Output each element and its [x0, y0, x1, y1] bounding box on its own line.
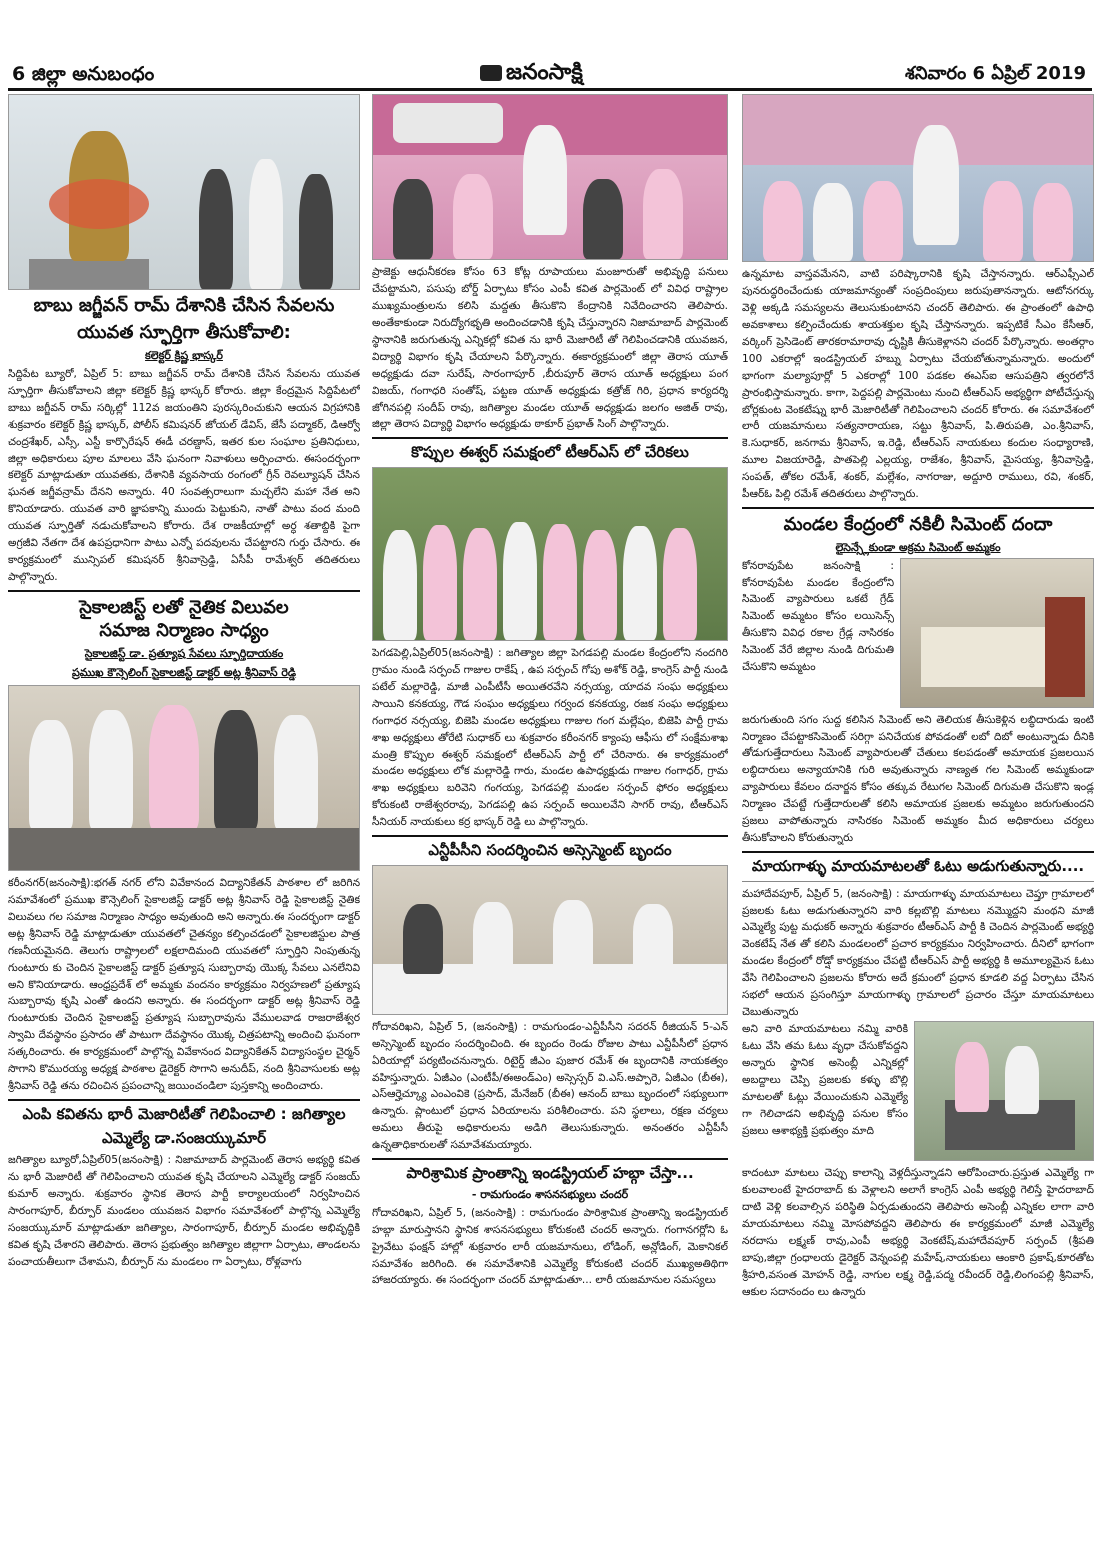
headline-line-2: ఎమ్మెల్యే డా.సంజయ్కుమార్ — [102, 1128, 266, 1147]
article-industrial-hub — [372, 1164, 728, 1289]
person-figure — [89, 710, 133, 830]
person-figure — [274, 715, 318, 830]
person-figure — [249, 159, 283, 289]
person-figure — [623, 526, 657, 640]
headline: ఎన్టీపీసీని సందర్శించిన అస్సెస్మెంట్ బృందం — [428, 841, 672, 860]
car-symbol-graphic — [393, 103, 503, 143]
article-koppula-eshwar-joinings — [372, 443, 728, 831]
person-figure — [763, 181, 803, 261]
article-body: కరీంనగర్(జనంసాక్షి):భగత్ నగర్ లోని వివేకానంద విద్యానికేతన్ పాఠశాల లో జరిగిన సమావేశంలో ప్రముఖ కౌన్సెలింగ్ సైకాలజిస్ట్ డాక్టర్ అట్ల శ్రీనివాస్ రెడ్డి సైకాలజిస్ట్ నైతిక విలువలు గల సమాజ నిర్మాణం సాధ్యం అవుతుంది అని అన్నారు.ఈ సందర్భంగా డాక్టర్ అట్ల శ్రీనివాస్ రెడ్డి మాట్లాడుతూ యువతలో చైతన్యం కల్పించడంలో సైకాలజిస్టుల పాత్ర గణనీయమైనది. తెలుగు రాష్ట్రాలలో లక్షలాదిమంది యువతలో స్ఫూర్తిని నింపుతున్న గుంటూరు కు చెందిన సైకాలజిస్ట్ డాక్టర్ ప్రత్యూష సుబ్బారావు యొక్క సేవలు ఎనలేనివి అని కొనియాడారు. ఆంధ్రప్రదేశ్ లో అమ్మకు వందనం కార్యక్రమం నిర్వహణలో ప్రత్యూష సుబ్బారావు కృషి ఎంతో ఉందని అన్నారు. ఈ సందర్భంగా డాక్టర్ అట్ల శ్రీనివాస్ రెడ్డి గుంటూరుకు చెందిన సైకాలజిస్ట్ ప్రత్యూష సుబ్బారావును వేములవాడ రాజరాజేశ్వర స్వామి దేవస్థానం ప్రసాదం తో పాటుగా దేవస్థానం యొక్క చిత్రపటాన్ని అందించి ఘనంగా సత్కరించారు. ఈ కార్యక్రమంలో పాల్గొన్న వివేకానంద విద్యానికేతన్ విద్యాసంస్థల చైర్మన్ సొగాని కొమురయ్య అధ్యక్ష పాఠశాల డైరెక్టర్ సొగాని అనుదీప్, నంది శ్రీనివాసులకు అట్ల శ్రీనివాస్ రెడ్డి తను రచించిన ప్రపంచాన్ని జయించండిలా పుస్తకాన్ని అందించారు. — [8, 876, 360, 1093]
column-rule — [372, 1158, 728, 1160]
cement-bags-photo — [900, 558, 1094, 708]
person-figure — [663, 528, 697, 640]
column-rule — [742, 851, 1094, 853]
person-figure — [583, 530, 617, 640]
article-body: ఉన్నమాట వాస్తవమేనని, వాటి పరిష్కారానికి కృషి చేస్తానన్నారు. ఆర్ఎఫ్సీఎల్ పునరుద్ధరించేందుకు యాజమాన్యంతో సంప్రదింపులు జరుపుతానన్నారు. ఆటోనగర్కు వెళ్లి అక్కడి సమస్యలను తెలుసుకుంటానని చందర్ తెలిపారు. ఈ ప్రాంతంలో ఉపాధి అవకాశాలు కల్పించేందుకు శాయశక్తుల కృషి చేస్తానన్నారు. ఇప్పటికే సీఎం కేసీఆర్, వర్కింగ్ ప్రెసిడెంట్ తారకరామారావు దృష్టికి తీసుకెళ్లానని చందర్ పేర్కొన్నారు. అంతర్గాం 100 ఎకరాల్లో ఇండస్ట్రియల్ హబ్ను ఏర్పాటు చేయబోతున్నామన్నారు. అందులో భాగంగా మల్యాపూర్లో 5 ఎకరాల్లో 100 పడకల ఈఎస్ఐ ఆసుపత్రిని త్వరలోనే ప్రారంభిస్తామన్నారు. కాగా, పెద్దపల్లి పార్లమెంటు నుంచి టీఆర్ఎస్ అభ్యర్థిగా పోటీచేస్తున్న బోర్లకుంట వెంకటేష్ను భారీ మెజారిటీతో గెలిపించాలని చందర్ కోరారు. ఈ సమావేశంలో లారీ యజమానులు సత్యనారాయణ, సట్టు శ్రీనివాస్, పి.తిరుపతి, ఎం.శ్రీనివాస్, కె.సుధాకర్, జనగామ శ్రీనివాస్, ఇ.రెడ్డి, టీఆర్ఎస్ నాయకులు కందుల సంధ్యారాణి, మూల విజయారెడ్డి, పాతపెల్లి ఎల్లయ్య, రాజేశం, శ్రీనివాస్, మైసయ్య, శ్రీనివాస్రెడ్డి, సంపత్, తోకల రమేశ్, శంకర్, మల్లేశం, నాగరాజు, అద్దూరి రాములు, రవి, శంకర్, పీఆర్ఓ పిల్లి రమేశ్ తదితరులు పాల్గొన్నారు. — [742, 268, 1094, 501]
column-2 — [372, 94, 728, 1554]
person-figure — [633, 904, 673, 974]
column-rule — [372, 437, 728, 439]
person-figure — [214, 710, 258, 830]
stage-meeting-photo — [742, 94, 1094, 262]
headline-line-1: సైకాలజిస్ట్ లతో నైతిక విలువల — [79, 597, 289, 619]
table-top — [9, 828, 359, 870]
article-body: జరుగుతుంది సగం సుద్ద కలిసిన సిమెంట్ అని తెలియక తీసుకెళ్లిన లబ్ధిదారుడు ఇంటి నిర్మాణం చేపట్టాకసిమెంట్ సరిగ్గా పనిచేయక పోవడంతో లబో దిబో అంటున్నాడు దీనికి తోడుగుత్తేదారులు సిమెంట్ వ్యాపారులతో చేతులు కలపడంతో అమాయక ప్రజలయిన లబ్ధిదారులు అన్యాయానికి గురి అవుతున్నారు నాణ్యత గల సిమెంట్ అమ్మకుండా వ్యాపారులు కేవలం దనార్జన కోసం తక్కువ రేటుగల సిమెంట్ దిగుమతి చేసుకొని ఇండ్ల నిర్మాణం చేపట్టే గుత్తేదారులతో కలిసి అమాయక ప్రజలకు అమ్మటం జరుగుతుందని ప్రజలు వాపోతున్నారు నాసిరకం సిమెంట్ అమ్మకం మీద అధికారులు చర్యలు తీసుకోవాలని కోరుతున్నారు — [742, 713, 1094, 845]
article-kavitha-continued — [372, 264, 728, 433]
page-label: 6 జిల్లా అనుబంధం — [12, 63, 155, 85]
speaker-figure — [523, 125, 567, 235]
column-rule — [8, 590, 360, 592]
person-figure — [453, 174, 493, 259]
youth-meeting-photo — [372, 94, 728, 260]
article-body: సిద్దిపేట బ్యూరో, ఏప్రిల్ 5: బాబు జగ్జీవన్ రామ్ దేశానికి చేసిన సేవలను యువత స్ఫూర్తిగా తీసుకోవాలని జిల్లా కలెక్టర్ క్రిష్ణ భాస్కర్ కోరారు. జిల్లా కేంద్రమైన సిద్దిపేటలో బాబు జగ్జీవన్ రామ్ సర్కిల్లో 112వ జయంతిని పురస్కరించుకుని ఆయన విగ్రహానికి శుక్రవారం కలెక్టర్ క్రిష్ణ భాస్కర్, పోలీస్ కమిషనర్ జోయల్ డేవిస్, జేసీ పద్మాకర్, డిఆర్వో చంద్రశేఖర్, ఎస్సీ, ఎస్టీ కార్పొరేషన్ ఈడీ చరణ్దాస్, ఇతర కుల సంఘాల ప్రతినిధులు, జిల్లా అధికారులు పూల మాలలు వేసి ఘనంగా నివాళులు అర్పించారు. ఈసందర్భంగా కలెక్టర్ మాట్లాడుతూ యువతకు, దేశానికి వ్యవసాయ రంగంలో గ్రీన్ రెవల్యూషన్ చేసిన ఘనత జగ్జీవన్రామ్ దేనని అన్నారు. 40 సంవత్సరాలుగా మచ్చలేని మహా నేత అని కొనియాడారు. యువత వారి జ్ఞాపకాన్ని ముందు పెట్టుకుని, నాతో పాటు వంద మంది యువత స్ఫూర్తితో నడుచుకోవాలని కోరారు. దేశ రాజకీయాల్లో అర్ధ శతాబ్దికి పైగా అగ్రజీవి నేతగా దేశ ఉపప్రధానిగా పాటు ఎన్నో పదవులను చేపట్టారని గుర్తు చేసారు. ఈ కార్యక్రమంలో మున్సిపల్ కమిషనర్ శ్రీనివాస్రెడ్డి, ఏసీపీ రామేశ్వర్ తదితరులు పాల్గొన్నారు. — [8, 367, 360, 584]
article-jagjivan-ram — [8, 294, 360, 586]
column-1 — [8, 94, 360, 1554]
headline: పారిశ్రామిక ప్రాంతాన్ని ఇండస్ట్రియల్ హబ్గా చేస్తా... — [406, 1164, 694, 1183]
person-figure — [955, 1042, 989, 1112]
person-figure — [643, 169, 683, 259]
person-figure — [1033, 183, 1073, 261]
headline: కొప్పుల ఈశ్వర్ సమక్షంలో టీఆర్ఎస్ లో చేరికలు — [411, 443, 689, 462]
byline: లైసెన్స్లేకుండా అక్రమ సిమెంట్ అమ్మకం — [835, 540, 1001, 554]
book-release-photo — [8, 685, 360, 871]
paper-logo — [480, 56, 583, 90]
paper-name: జనంసాక్షి — [506, 60, 583, 85]
masthead — [0, 0, 1100, 88]
article-body-end: కాదంటూ మాటలు చెప్పు కాలాన్ని వెళ్లదీస్తున్నాడని ఆరోపించారు.ప్రస్తుత ఎమ్మెల్యే గా కులవాలంటే హైదరాబాద్ కు వెళ్లాలని అలాగే కాంగ్రెస్ ఎంపీ అభ్యర్థి గెలిస్తే హైదరాబాద్ దాటి వెళ్లి కలవాల్సిన పరిస్థితి ఏర్పడుతుందని తెలిపారు అసెంబ్లీ ఎన్నికల లాగా వారి మాయమాటలు నమ్మి మోసపోవద్దని తెలిపారు ఈ కార్యక్రమంలో మాజీ ఎమ్మెల్యే నరదాసు లక్ష్మణ్ రావు,ఎంపీ అభ్యర్థి వెంకటేష్,మహాదేవపూర్ సర్పంచ్ (శ్రీపతి బాపు,జిల్లా గ్రంధాలయ డైరెక్టర్ వెన్నంపల్లి మహేష్,నాయకులు ఆంకారి ప్రకాష్,కూరతోట శ్రీహరి,వసంత మోహన్ రెడ్డి, నాగుల లక్ష్మ రెడ్డి,పద్మ రవీందర్ రెడ్డి,లింగంపల్లి శ్రీనివాస్, ఆకుల సదానందం లు ఉన్నారు — [742, 1167, 1094, 1298]
statue-garland-photo — [8, 94, 360, 290]
headline-rule — [742, 881, 1094, 882]
statue-base — [29, 259, 149, 289]
person-figure — [403, 904, 443, 974]
party-joining-photo — [372, 467, 728, 641]
speaker-figure — [913, 125, 959, 245]
person-figure — [1005, 1046, 1039, 1114]
article-industrial-hub-continued — [742, 266, 1094, 503]
article-lead: కోనరావుపేట జనంసాక్షి : కోనరావుపేట మండల కేంద్రంలోని సిమెంట్ వ్యాపారులు ఒకటే గ్రేడ్ సిమెంట్ అమ్మటం కోసం లయిసెన్స్ తీసుకొని వివిధ రకాల గ్రేడ్ల నాసిరకం సిమెంట్ వేరే జిల్లాల నుండి దిగుమతి చేసుకొని అమ్మటం — [742, 559, 894, 674]
paper-logo-icon — [480, 65, 502, 81]
person-figure — [583, 179, 623, 259]
subheading-2: ప్రముఖ కౌన్సెలింగ్ సైకాలజిస్ట్ డాక్టర్ అట్ల శ్రీనివాస్ రెడ్డి — [71, 665, 297, 679]
person-figure — [393, 179, 433, 259]
byline: - రామగుండం శాసనసభ్యులు చందర్ — [471, 1187, 629, 1201]
person-figure — [383, 530, 417, 640]
article-body-continued: అని వారి మాయమాటలు నమ్మి వారికి ఓటు వేసి తమ ఓటు వృధా చేసుకోవద్దని అన్నారు స్థానిక అసెంబ్లీ ఎన్నికల్లో అబద్దాలు చెప్పి ప్రజలకు కళ్ళు బొల్లి మాటలతో ఓట్లు వేయించుకుని ఎమ్మెల్యే గా గెలిచాడని అభివృద్ధి పనుల కోసం ప్రజలు ఆశాభ్యక్తి ప్రభుత్వం మాది — [742, 1023, 908, 1137]
article-psychologist — [8, 596, 360, 1095]
article-ntpc-assessment — [372, 841, 728, 1154]
person-figure — [463, 528, 497, 640]
flower-garland — [49, 179, 149, 229]
person-figure — [149, 705, 199, 830]
assessment-meeting-photo — [372, 865, 728, 1015]
article-body: జగిత్యాల బ్యూరో,ఏప్రిల్05(జనంసాక్షి) : నిజామాబాద్ పార్లమెంట్ తెరాస అభ్యర్థి కవిత ను భారీ మెజారిటీ తో గెలిపించాలని యువత కృషి చేయాలని ఎమ్మెల్యే డాక్టర్ సంజయ్ కుమార్ అన్నారు. శుక్రవారం స్థానిక తెరాస పార్టీ కార్యాలయంలో నిర్వహించిన సారంగాపూర్, బీర్పూర్ మండలం యువజన విభాగం సమావేశంలో పాల్గొన్న ఎమ్మెల్యే సంజయ్కుమార్ మాట్లాడుతూ జగిత్యాల, సారంగాపూర్, బీర్పూర్ మండల అభివృద్ధికి కవిత కృషి చేశారని తెలిపారు. తెరాస ప్రభుత్వం జగిత్యాల జిల్లాగా ఏర్పాటు, తాండలను పంచాయతీలుగా చేశామని, బీర్పూర్ ను మండలం గా ఏర్పాటు, రోళ్లవాగు — [8, 1154, 360, 1268]
person-figure — [983, 181, 1023, 261]
truck-side — [1045, 597, 1085, 697]
person-figure — [553, 900, 593, 974]
article-body: గోదావరిఖని, ఏప్రిల్ 5, (జనంసాక్షి) : రామగుండం-ఎన్టీపీసీని సదరన్ రీజియన్ 5-ఎన్ అస్సెస్మెంట్ బృందం సందర్శించింది. ఈ బృందం రెండు రోజుల పాటు ఎన్టీపీసీలో ప్రధాన ఏరియాల్లో పర్యటించనున్నారు. రిటైర్డ్ జీఎం పుజార రమేశ్ ఈ బృందానికి నాయకత్వం వహిస్తున్నారు. ఏజీఎం (ఎంటీపీ/ఈఅండ్ఎం) అస్సెస్సర్ వి.ఎస్.అప్పారె, ఏజీఎం (బీఈ), ఎస్ఆర్హెచ్క్యూ ఎంఎంవికె (ప్రసాద్, మేనేజర్ (బీఈ) ఆనంద్ బాబు బృందంలో సభ్యులుగా ఉన్నారు. ప్లాంటులో ప్రధాన ఏరియాలను పరిశీలించారు. పని స్థలాలు, రక్షణ చర్యలు అమలు తీరుపై అధికారులను అడిగి తెలుసుకున్నారు. అనంతరం ఎన్టీపీసీ ఉన్నతాధికారులతో సమావేశమయ్యారు. — [372, 1020, 728, 1152]
byline: కలెక్టర్ క్రిష్ణ భాస్కర్ — [145, 348, 223, 362]
person-figure — [473, 902, 513, 974]
person-figure — [503, 522, 537, 640]
headline-line-2: సమాజ నిర్మాణం సాధ్యం — [99, 620, 269, 642]
article-fake-cement — [742, 513, 1094, 847]
column-rule — [742, 507, 1094, 509]
headline-line-1: ఎంపి కవితను భారీ మెజారిటీతో గెలిపించాలి : జగిత్యాల — [22, 1105, 346, 1124]
person-figure — [199, 169, 233, 289]
headline: మండల కేంద్రంలో నకిలీ సిమెంట్ దందా — [783, 514, 1053, 536]
column-3 — [742, 94, 1094, 1554]
article-body: మహాదేవపూర్, ఏప్రిల్ 5, (జనంసాక్షి) : మాయగాళ్ళు మాయమాటలు చెప్తూ గ్రామాలలో ప్రజలకు ఓటు అడుగుతున్నారని వారి కల్లబొల్లి మాటలు నమ్మొద్దని మంథని మాజీ ఎమ్మెల్యే పుట్ట మధుకర్ అన్నారు శుక్రవారం టీఆర్ఎస్ పార్టీ కి చెందిన పార్లమెంట్ అభ్యర్థి వెంకటేష్ నేత తో కలిసి మండలంలో ప్రచార కార్యక్రమం నిర్వహించారు. దీనిలో భాగంగా మండల కేంద్రంలో రోడ్షో కార్యక్రమం చేపట్టి టీఆర్ఎస్ పార్టీ అభ్యర్థి కి అమూల్యమైన ఓటు వేసి గెలిపించాలని ప్రజలను కోరారు అదే క్రమంలో ప్రధాన కూడలి వద్ద ఏర్పాటు చేసిన సభలో ఆయన ప్రసంగిస్తూ మాయగాళ్ళు గ్రామాలలో ప్రచారం చేస్తూ మాయమాటలు చెబుతున్నారు — [742, 887, 1094, 1019]
person-figure — [543, 524, 577, 640]
article-body: పెగడపెల్లి,ఏప్రిల్05(జనంసాక్షి) : జగిత్యాల జిల్లా పెగడపల్లి మండల కేంద్రంలోని నందగిరి గ్రామం నుండి సర్పంచ్ గాజుల రాకేష్ , ఉప సర్పంచ్ గోపు అశోక్ రెడ్డి, కాంగ్రెస్ పార్టీ నుండి పటేల్ మల్లారెడ్డి, మాజీ ఎంపీటీసీ అయితరవేని నర్సయ్య, యాదవ సంఘ అధ్యక్షులు సాయిని కనకయ్య, గౌడ సంఘం అధ్యక్షులు గర్వంద కనకయ్య, రజక సంఘ అధ్యక్షులు గంగాధర నర్సయ్య, బిజెపి మండల అధ్యక్షులు గాజుల గంగ మల్లేషం, బిజెపి పార్టీ గ్రామ శాఖ అధ్యక్షులు తోరేటి సుధాకర్ లు శుక్రవారం కరీంనగర్ క్యాంపు ఆఫీసు లో సంక్షేమశాఖ మంత్రి కొప్పుల ఈశ్వర్ సమక్షంలో టీఆర్ఎస్ పార్టీ లో చేరినారు. ఈ కార్యక్రమంలో మండల అధ్యక్షులు లోక మల్లారెడ్డి గారు, మండల ఉపాధ్యక్షుడు గాజుల గంగాధర్, గ్రామ శాఖ అధ్యక్షులు బరివెని గంగయ్య, పెగడపల్లి మండల సర్పంచ్ ఫోరం అధ్యక్షులు కోరుకంటి రాజేశ్వరరావు, పెగడపల్లి ఉప సర్పంచ్ అయిలవేని సాగర్ రావు, టీఆర్ఎస్ సీనియర్ నాయకులు కర్ర భాస్కర్ రెడ్డి లు పాల్గొన్నారు. — [372, 646, 728, 829]
issue-date: శనివారం 6 ఏప్రిల్ 2019 — [905, 63, 1086, 84]
masthead-rule — [8, 88, 1092, 91]
campaign-vehicle-photo — [914, 1021, 1094, 1161]
person-figure — [29, 720, 73, 830]
column-rule — [372, 835, 728, 837]
subheading-1: సైకాలజిస్ట్ డా. ప్రత్యూష సేవలు స్ఫూర్తిదాయకం — [84, 646, 284, 660]
headline-line-2: యువత స్ఫూర్తిగా తీసుకోవాలి: — [77, 322, 291, 344]
article-body: ప్రాజెక్టు ఆధునీకరణ కోసం 63 కోట్ల రూపాయలు మంజూరుతో అభివృద్ధి పనులు చేపట్టామని, పసుపు బోర్డ్ ఏర్పాటు కోసం ఎంపీ కవిత పార్లమెంట్ లో వివిధ రాష్ట్రాల ముఖ్యమంత్రులను కలిసి మద్దతు తీసుకొని కేంద్రానికి నివేదించారని తెలిపారు. అంతేకాకుండా నిరుద్యోగభృతి అందించడానికి కృషి చేస్తున్నారని నిజామాబాద్ పార్లమెంట్ స్థానానికి జరుగుతున్న ఎన్నికల్లో కవిత ను భారీ మెజారిటీ తో గెలిపించడానికి యువజన, విద్యార్థి విభాగం కృషి చేయాలని పేర్కొన్నారు. ఈకార్యక్రమంలో జిల్లా తెరాస యూత్ అధ్యక్షుడు దవా సురేష్, సారంగాపూర్ ,బీరుపూర్ తెరాస యూత్ అధ్యక్షులు పంగ విజయ్, గంగాధరి సంతోష్, పట్టణ యూత్ అధ్యక్షుడు కత్రోజ్ గిరి, ప్రధాన కార్యదర్శి జోగినపల్లి సందీప్ రావు, జగిత్యాల మండల యూత్ అధ్యక్షుడు జలగం అజిత్ రావు, జిల్లా తెరాస విద్యార్థి విభాగం అధ్యక్షుడు ఠాకూర్ ప్రభాత్ సింగ్ పాల్గొన్నారు. — [372, 266, 728, 431]
person-figure — [863, 181, 903, 261]
person-figure — [299, 174, 333, 289]
column-rule — [8, 1099, 360, 1101]
headline-line-1: బాబు జగ్జీవన్ రామ్ దేశానికి చేసిన సేవలను — [33, 295, 335, 316]
article-mp-kavitha — [8, 1105, 360, 1271]
article-body: గోదావరిఖని, ఏప్రిల్ 5, (జనంసాక్షి) : రామగుండం పారిశ్రామిక ప్రాంతాన్ని ఇండస్ట్రియల్ హబ్గా మారుస్తానని స్థానిక శాసనసభ్యులు కోరుకంటి చందర్ అన్నారు. గంగానగర్లోని ఓ ప్రైవేటు ఫంక్షన్ హాల్లో శుక్రవారం లారీ యజమానులు, లోడింగ్, అన్లోడింగ్, మెకానికల్ సమావేశం జరిగింది. ఈ సమావేశానికి ఎమ్మెల్యే కోరుకంటి చందర్ ముఖ్యఅతిథిగా హాజరయ్యారు. ఈ సందర్భంగా చందర్ మాట్లాడుతూ... లారీ యజమానుల సమస్యలు — [372, 1206, 728, 1287]
person-figure — [423, 525, 457, 640]
headline: మాయగాళ్ళు మాయమాటలతో ఓటు అడుగుతున్నారు.... — [751, 857, 1085, 876]
person-figure — [813, 183, 853, 261]
article-tricksters-votes — [742, 857, 1094, 1301]
